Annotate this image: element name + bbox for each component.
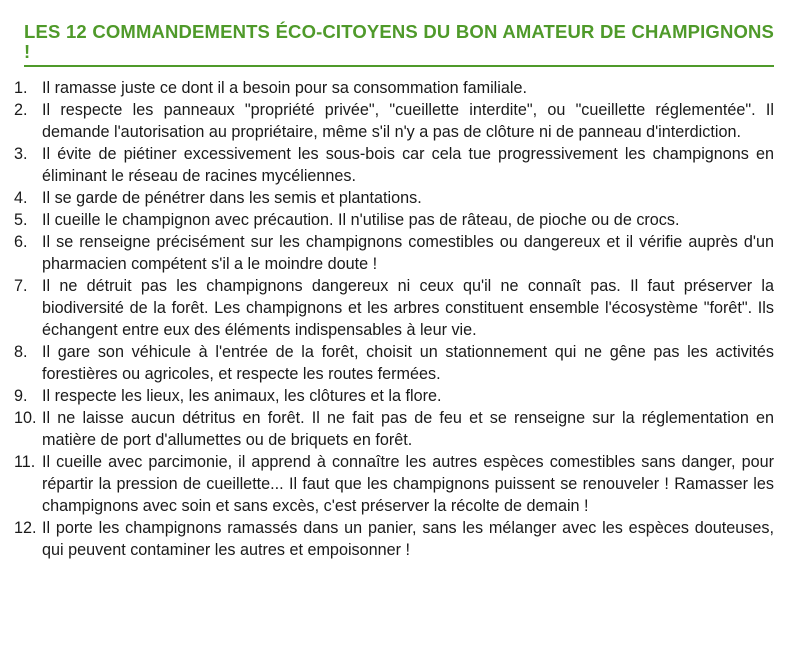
rule-number: 4. xyxy=(14,189,28,207)
rule-text: Il gare son véhicule à l'entrée de la forêt, choisit un stationnement qui ne gêne pas les activités forestières ou agricoles, et respecte les routes fermées. xyxy=(42,343,774,383)
rules-list xyxy=(14,77,774,561)
rule-text: Il se garde de pénétrer dans les semis et plantations. xyxy=(42,189,422,207)
list-item xyxy=(14,143,774,187)
list-item xyxy=(14,99,774,143)
rule-text: Il respecte les lieux, les animaux, les clôtures et la flore. xyxy=(42,387,442,405)
rule-text: Il ne détruit pas les champignons dangereux ni ceux qu'il ne connaît pas. Il faut préserver la biodiversité de la forêt. Les champignons et les arbres constituent ensemble l'écosystème "forêt". Ils échangent entre eux des éléments indispensables à leur vie. xyxy=(42,277,774,339)
list-item xyxy=(14,209,774,231)
list-item xyxy=(14,77,774,99)
rule-number: 11. xyxy=(14,453,36,471)
list-item xyxy=(14,187,774,209)
rule-number: 5. xyxy=(14,211,28,229)
rule-number: 3. xyxy=(14,145,28,163)
list-item xyxy=(14,275,774,341)
list-item xyxy=(14,451,774,517)
rule-number: 1. xyxy=(14,79,28,97)
rule-text: Il respecte les panneaux "propriété privée", "cueillette interdite", ou "cueillette réglementée". Il demande l'autorisation au propriétaire, même s'il n'y a pas de clôture ni de panneau d'interdiction. xyxy=(42,101,774,141)
rule-number: 8. xyxy=(14,343,28,361)
rule-text: Il cueille avec parcimonie, il apprend à connaître les autres espèces comestibles sans danger, pour répartir la pression de cueillette... Il faut que les champignons puissent se renouveler ! Ramasser les champignons avec soin et sans excès, c'est préserver la récolte de demain ! xyxy=(42,453,774,515)
rule-number: 9. xyxy=(14,387,28,405)
rule-text: Il cueille le champignon avec précaution. Il n'utilise pas de râteau, de pioche ou de crocs. xyxy=(42,211,680,229)
rule-number: 2. xyxy=(14,101,28,119)
page-title: LES 12 COMMANDEMENTS ÉCO-CITOYENS DU BON AMATEUR DE CHAMPIGNONS ! xyxy=(24,22,774,67)
rule-number: 7. xyxy=(14,277,28,295)
list-item xyxy=(14,385,774,407)
list-item xyxy=(14,517,774,561)
list-item xyxy=(14,341,774,385)
rule-number: 12. xyxy=(14,519,37,537)
rule-text: Il évite de piétiner excessivement les sous-bois car cela tue progressivement les champignons en éliminant le réseau de racines mycéliennes. xyxy=(42,145,774,185)
list-item xyxy=(14,231,774,275)
rule-text: Il ramasse juste ce dont il a besoin pour sa consommation familiale. xyxy=(42,79,527,97)
rule-text: Il ne laisse aucun détritus en forêt. Il ne fait pas de feu et se renseigne sur la réglementation en matière de port d'allumettes ou de briquets en forêt. xyxy=(42,409,774,449)
rule-number: 6. xyxy=(14,233,28,251)
rule-number: 10. xyxy=(14,409,37,427)
list-item xyxy=(14,407,774,451)
rule-text: Il se renseigne précisément sur les champignons comestibles ou dangereux et il vérifie auprès d'un pharmacien compétent s'il a le moindre doute ! xyxy=(42,233,774,273)
rule-text: Il porte les champignons ramassés dans un panier, sans les mélanger avec les espèces douteuses, qui peuvent contaminer les autres et empoisonner ! xyxy=(42,519,774,559)
